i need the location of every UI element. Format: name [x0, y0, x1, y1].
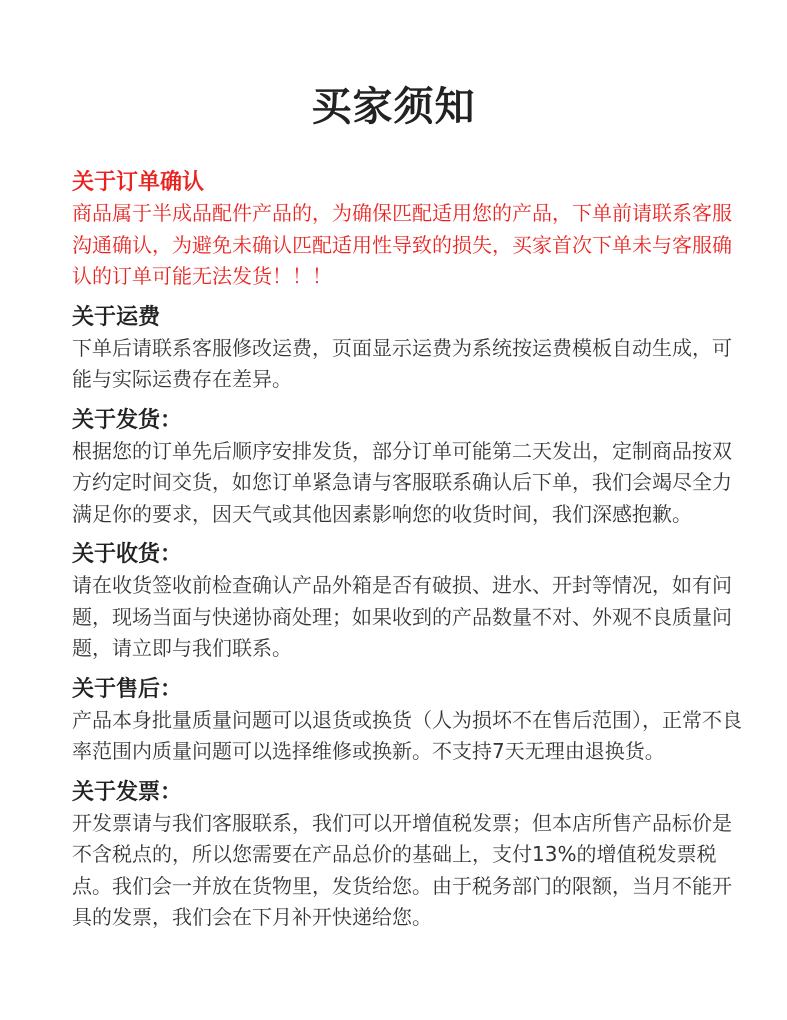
section-body: 根据您的订单先后顺序安排发货，部分订单可能第二天发出，定制商品按双方约定时间交货，如您订单紧急请与客服联系确认后下单，我们会竭尽全力满足你的要求，因天气或其他因素影响您的收货时间，我们深感抱歉。	[72, 438, 732, 526]
section-delivery	[72, 406, 742, 531]
section-body: 商品属于半成品配件产品的，为确保匹配适用您的产品，下单前请联系客服沟通确认，为避免未确认匹配适用性导致的损失，买家首次下单未与客服确认的订单可能无法发货！！！	[72, 201, 732, 288]
section-shipping-fee	[72, 303, 742, 396]
section-order-confirmation	[72, 168, 742, 293]
section-heading: 关于收货：	[72, 542, 183, 567]
section-after-sales	[72, 675, 742, 768]
section-body: 开发票请与我们客服联系，我们可以开增值税发票；但本店所售产品标价是不含税点的，所以您需要在产品总价的基础上，支付13%的增值税发票税点。我们会一并放在货物里，发货给您。由于税务部门的限额，当月不能开具的发票，我们会在下月补开快递给您。	[72, 810, 732, 929]
section-heading: 关于订单确认	[72, 170, 205, 195]
section-body: 请在收货签收前检查确认产品外箱是否有破损、进水、开封等情况，如有问题，现场当面与快递协商处理；如果收到的产品数量不对、外观不良质量问题，请立即与我们联系。	[72, 573, 732, 660]
notice-content	[72, 168, 742, 944]
section-body: 产品本身批量质量问题可以退货或换货（人为损坏不在售后范围），正常不良率范围内质量问题可以选择维修或换新。不支持7天无理由退换货。	[72, 707, 742, 763]
page-title: 买家须知	[311, 83, 476, 130]
section-heading: 关于发货：	[72, 407, 183, 433]
section-invoice	[72, 778, 742, 934]
section-heading: 关于运费	[72, 304, 161, 330]
section-heading: 关于发票：	[72, 779, 183, 805]
section-heading: 关于售后：	[72, 676, 183, 702]
section-body: 下单后请联系客服修改运费，页面显示运费为系统按运费模板自动生成，可能与实际运费存在差异。	[72, 335, 732, 391]
section-receiving	[72, 540, 742, 665]
